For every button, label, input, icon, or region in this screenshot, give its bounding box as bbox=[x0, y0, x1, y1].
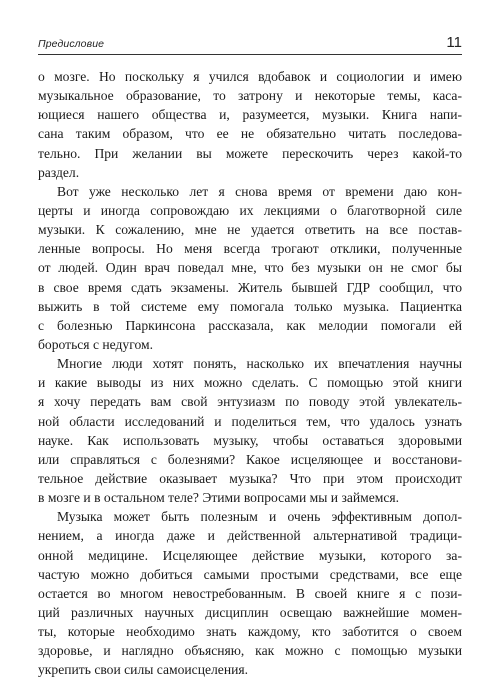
text-line: выжить в той системе ему помогала только музыка. Пациентка bbox=[38, 298, 462, 314]
text-line: ной области исследований и поделиться тем, что удалось узнать bbox=[38, 413, 462, 429]
text-line: бороться с недугом. bbox=[38, 336, 154, 352]
text-line: здоровье, и наглядно объясняю, как можно с помощью музыки bbox=[38, 643, 462, 659]
text-line: от людей. Один врач поведал мне, что без музыки он не смог бы bbox=[38, 260, 462, 276]
text-line: укрепить свои силы самоисцеления. bbox=[38, 662, 249, 678]
text-line: Вот уже несколько лет я снова время от времени даю кон- bbox=[57, 183, 462, 199]
text-line: музыкальное образование, то затрону и некоторые темы, каса- bbox=[38, 88, 462, 104]
text-line: Музыка может быть полезным и очень эффективным допол- bbox=[57, 509, 462, 525]
body-text bbox=[38, 67, 462, 680]
text-line: в свое время сдать экзамены. Житель бывшей ГДР сообщил, что bbox=[38, 279, 462, 295]
text-line: музыки. К сожалению, мне не удается ответить на все постав- bbox=[38, 222, 462, 238]
text-line: остается во многом невостребованным. В своей книге я с пози- bbox=[38, 585, 462, 601]
text-line: ций различных научных дисциплин освещаю важнейшие момен- bbox=[38, 604, 462, 620]
text-line: сана таким образом, что ее не обязательно читать последова- bbox=[38, 126, 462, 142]
paragraph bbox=[38, 67, 462, 182]
page-number: 11 bbox=[446, 34, 462, 51]
text-line: с болезнью Паркинсона рассказала, как мелодии помогали ей bbox=[38, 317, 462, 333]
text-line: Многие люди хотят понять, насколько их впечатления научны bbox=[57, 356, 462, 372]
text-line: или справляться с болезнями? Какое исцеляющее и восстанови- bbox=[38, 451, 462, 467]
text-line: частую можно добиться самыми простыми средствами, все еще bbox=[38, 566, 462, 582]
text-line: науке. Как использовать музыку, чтобы оставаться здоровыми bbox=[38, 432, 462, 448]
text-line: раздел. bbox=[38, 164, 80, 180]
text-line: о мозге. Но поскольку я учился вдобавок и социологии и имею bbox=[38, 69, 462, 84]
running-head bbox=[38, 34, 462, 52]
text-line: я хочу передать вам свой энтузиазм по поводу этой увлекатель- bbox=[38, 394, 462, 410]
text-line: онной медицине. Исцеляющее действие музыки, которого за- bbox=[38, 547, 462, 563]
text-line: и какие выводы из них можно сделать. С помощью этой книги bbox=[38, 375, 462, 391]
text-line: в мозге и в остальном теле? Этими вопросами мы и займемся. bbox=[38, 490, 400, 506]
text-line: ты, которые необходимо знать каждому, кто заботится о своем bbox=[38, 624, 462, 640]
text-line: церты и иногда сопровождаю их лекциями о благотворной силе bbox=[38, 202, 462, 218]
text-line: тельно. При желании вы можете перескочить через какой-то bbox=[38, 145, 462, 161]
section-title: Предисловие bbox=[38, 38, 105, 50]
text-line: нением, а иногда даже и действенной альтернативой традици- bbox=[38, 528, 462, 544]
text-line: ющиеся нашего общества и, разумеется, музыки. Книга напи- bbox=[38, 107, 462, 123]
text-line: тельное действие оказывает музыка? Что при этом происходит bbox=[38, 470, 462, 486]
paragraph bbox=[38, 354, 462, 507]
paragraph bbox=[38, 507, 462, 679]
text-line: ленные вопросы. Но меня всегда трогают отклики, полученные bbox=[38, 241, 462, 257]
paragraph bbox=[38, 182, 462, 354]
header-divider bbox=[38, 54, 462, 55]
